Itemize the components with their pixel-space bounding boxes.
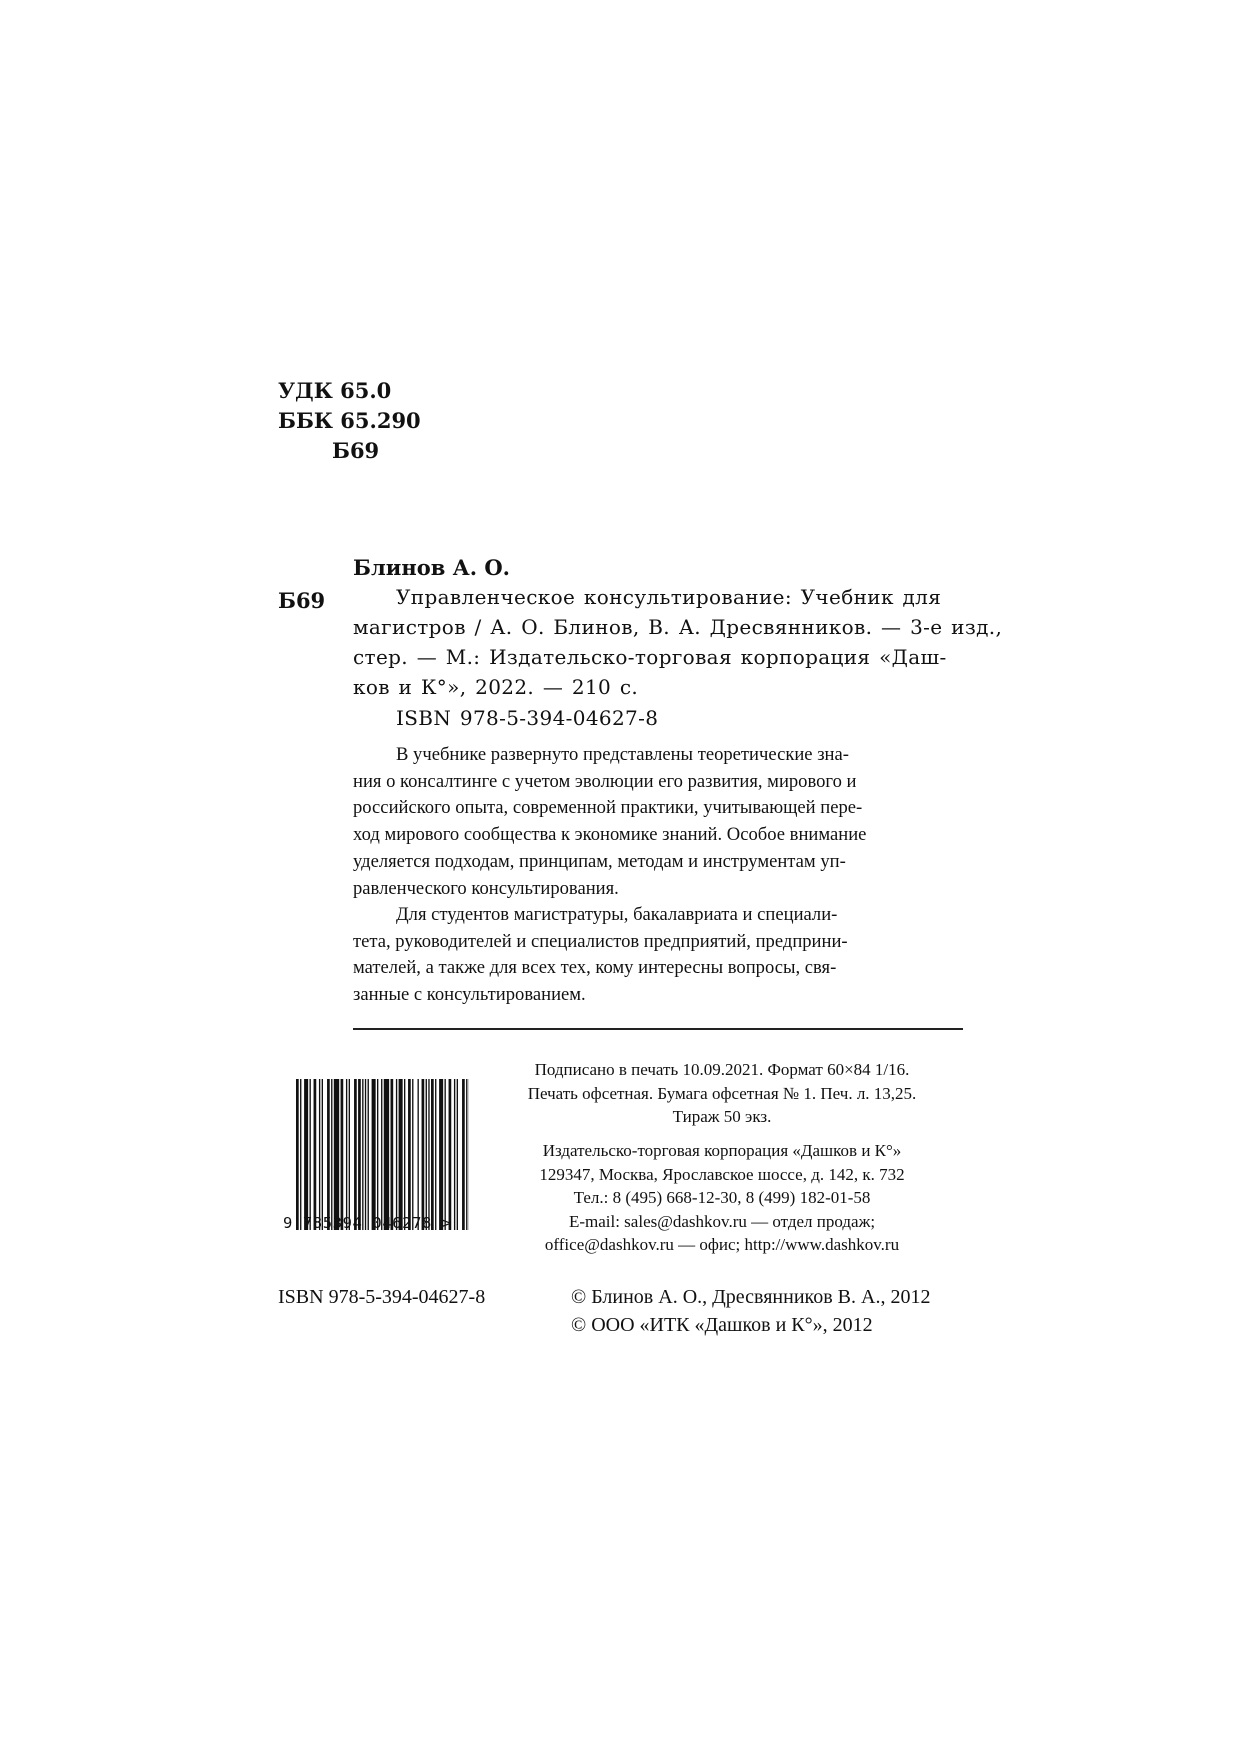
bbk-code: ББК 65.290 [278,408,421,433]
entry-author: Блинов А. О. [353,555,510,580]
barcode-bar [349,1079,350,1230]
barcode-bar [300,1079,301,1230]
barcode-bar [399,1079,403,1230]
print-info-line: Подписано в печать 10.09.2021. Формат 60×84 1/16. [534,1060,910,1079]
barcode-bar [418,1079,419,1230]
barcode-bar [368,1079,369,1230]
annotation-line: тета, руководителей и специалистов предприятий, предприни- [353,930,848,952]
barcode-bar [381,1079,382,1230]
barcode-bar [439,1079,443,1230]
barcode-bar [428,1079,429,1230]
barcode-bar [331,1079,332,1230]
annotation-line: ход мирового сообщества к экономике знаний. Особое внимание [353,824,867,846]
print-info-line: Тираж 50 экз. [672,1107,772,1127]
entry-mark: Б69 [278,588,326,613]
publisher-info-line: E-mail: sales@dashkov.ru — отдел продаж; [568,1211,876,1231]
annotation-line: Для студентов магистратуры, бакалавриата и специали- [396,904,838,925]
publisher-info-line: Тел.: 8 (495) 668-12-30, 8 (499) 182-01-58 [573,1188,871,1208]
barcode-bar [454,1079,455,1230]
publisher-info-line: Издательско-торговая корпорация «Дашков и К°» [542,1141,902,1160]
barcode-bar [404,1079,405,1230]
entry-isbn: ISBN 978-5-394-04627-8 [396,706,659,730]
barcode-bar [457,1079,458,1230]
barcode-bar [334,1079,339,1230]
barcode-bar [435,1079,436,1230]
entry-line-3: стер. — М.: Издательско-торговая корпорация «Даш- [353,645,947,669]
publisher-info [480,1139,964,1257]
barcode-bar [365,1079,366,1230]
barcode-bar [346,1079,347,1230]
barcode-bar [319,1079,320,1230]
annotation-paragraph-2 [353,902,963,1009]
barcode-bar [431,1079,434,1230]
barcode-bar [322,1079,323,1230]
annotation-line: уделяется подходам, принципам, методам и инструментам уп- [353,850,846,872]
barcode-bar [412,1079,413,1230]
annotation-line: мателей, а также для всех тех, кому интересны вопросы, свя- [353,957,837,979]
barcode-image [296,1079,469,1230]
udk-code: УДК 65.0 [278,378,392,403]
barcode-bar [377,1079,378,1230]
annotation-paragraph-1 [353,742,963,902]
annotation-line: ния о консалтинге с учетом эволюции его развития, мирового и [353,770,857,792]
barcode-bar [314,1079,317,1230]
footer-isbn: ISBN 978-5-394-04627-8 [278,1286,486,1308]
barcode-bar [391,1079,394,1230]
barcode-bar [304,1079,308,1230]
barcode-bar [362,1079,363,1230]
barcode-bar [296,1079,299,1230]
barcode-bar [384,1079,389,1230]
barcode-bar [396,1079,397,1230]
barcode-bar [445,1079,446,1230]
barcode-digits: 9 785394 046278 > [283,1214,452,1232]
divider-line [353,1028,963,1030]
copyright-publisher: © ООО «ИТК «Дашков и К°», 2012 [571,1314,873,1336]
barcode-bar [358,1079,361,1230]
print-info-line: Печать офсетная. Бумага офсетная № 1. Печ. л. 13,25. [527,1083,917,1103]
barcode-bar [408,1079,411,1230]
annotation-line: равленческого консультирования. [353,877,619,899]
barcode-bar [426,1079,427,1230]
publisher-info-line: office@dashkov.ru — офис; http://www.dashkov.ru [544,1235,900,1255]
entry-line-1: Управленческое консультирование: Учебник для [396,585,942,609]
barcode-bar [354,1079,357,1230]
entry-line-2: магистров / А. О. Блинов, В. А. Дресвянников. — 3-е изд., [353,615,1003,639]
barcode-bar [449,1079,452,1230]
barcode-bar [462,1079,465,1230]
copyright-authors: © Блинов А. О., Дресвянников В. А., 2012 [571,1286,931,1308]
barcode-bar [341,1079,344,1230]
barcode-bar [310,1079,311,1230]
annotation-line: В учебнике развернуто представлены теоретические зна- [396,744,849,765]
entry-line-4: ков и К°», 2022. — 210 с. [353,675,639,699]
print-info [480,1058,964,1129]
annotation-line: занные с консультированием. [353,984,586,1006]
barcode-bar [422,1079,425,1230]
barcode-bar [466,1079,467,1230]
annotation-line: российского опыта, современной практики, учитывающей пере- [353,797,863,819]
barcode-bar [372,1079,376,1230]
barcode-bar [327,1079,330,1230]
author-mark: Б69 [332,438,380,463]
publisher-info-line: 129347, Москва, Ярославское шоссе, д. 142, к. 732 [539,1164,905,1184]
